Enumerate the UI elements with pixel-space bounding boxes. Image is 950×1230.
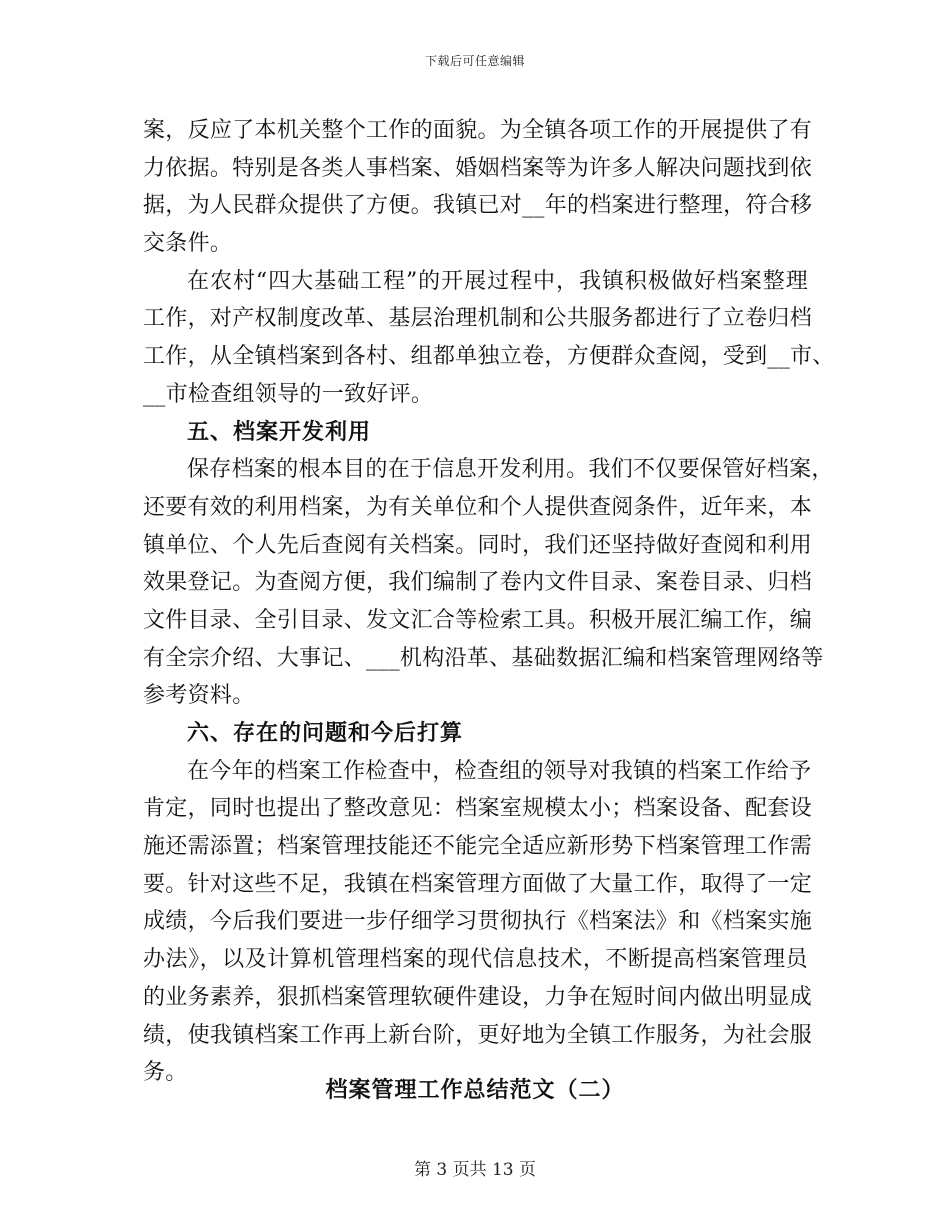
- body-text-line: 的业务素养，狠抓档案管理软硬件建设，力争在短时间内做出明显成: [143, 984, 813, 1010]
- body-text-line: 绩，使我镇档案工作再上新台阶，更好地为全镇工作服务，为社会服: [143, 1022, 813, 1048]
- section-heading: 五、档案开发利用: [187, 418, 372, 445]
- body-text-line: 在今年的档案工作检查中，检查组的领导对我镇的档案工作给予: [187, 758, 812, 784]
- body-text-line: 办法》，以及计算机管理档案的现代信息技术，不断提高档案管理员: [143, 947, 808, 973]
- body-text-line: 要。针对这些不足，我镇在档案管理方面做了大量工作，取得了一定: [143, 871, 813, 897]
- body-text-line: 效果登记。为查阅方便，我们编制了卷内文件目录、案卷目录、归档: [143, 570, 813, 596]
- body-text-line: 参考资料。: [143, 683, 255, 709]
- page-number: 第 3 页共 13 页: [413, 1160, 537, 1180]
- body-text-line: 工作，从全镇档案到各村、组都单独立卷，方便群众查阅，受到__市、: [143, 344, 835, 370]
- body-text-line: __市检查组领导的一致好评。: [143, 381, 434, 407]
- document-body: [143, 112, 835, 1092]
- body-text-line: 在农村“四大基础工程”的开展过程中，我镇积极做好档案整理: [187, 268, 808, 294]
- body-text-line: 工作，对产权制度改革、基层治理机制和公共服务都进行了立卷归档: [143, 306, 813, 332]
- body-text-line: 施还需添置；档案管理技能还不能完全适应新形势下档案管理工作需: [143, 834, 813, 860]
- body-text-line: 案，反应了本机关整个工作的面貌。为全镇各项工作的开展提供了有: [143, 118, 813, 143]
- next-section-title: 档案管理工作总结范文（二）: [325, 1077, 625, 1103]
- body-text-line: 成绩，今后我们要进一步仔细学习贯彻执行《档案法》和《档案实施: [143, 909, 813, 935]
- page-header-note: 下载后可任意编辑: [424, 54, 525, 68]
- body-text-line: 文件目录、全引目录、发文汇合等检索工具。积极开展汇编工作，编: [143, 607, 813, 633]
- body-text-line: 保存档案的根本目的在于信息开发利用。我们不仅要保管好档案，: [187, 457, 834, 483]
- body-text-line: 还要有效的利用档案，为有关单位和个人提供查阅条件，近年来，本: [143, 494, 813, 520]
- section-heading: 六、存在的问题和今后打算: [187, 720, 464, 746]
- body-text-line: 据，为人民群众提供了方便。我镇已对__年的档案进行整理，符合移: [143, 193, 813, 219]
- body-text-line: 镇单位、个人先后查阅有关档案。同时，我们还坚持做好查阅和利用: [143, 532, 813, 558]
- body-text-line: 有全宗介绍、大事记、___机构沿革、基础数据汇编和档案管理网络等: [143, 645, 824, 671]
- body-text-line: 肯定，同时也提出了整改意见：档案室规模太小；档案设备、配套设: [143, 796, 813, 822]
- body-text-line: 力依据。特别是各类人事档案、婚姻档案等为许多人解决问题找到依: [143, 155, 813, 181]
- body-text-line: 交条件。: [143, 231, 233, 257]
- body-text-line: 务。: [143, 1060, 188, 1086]
